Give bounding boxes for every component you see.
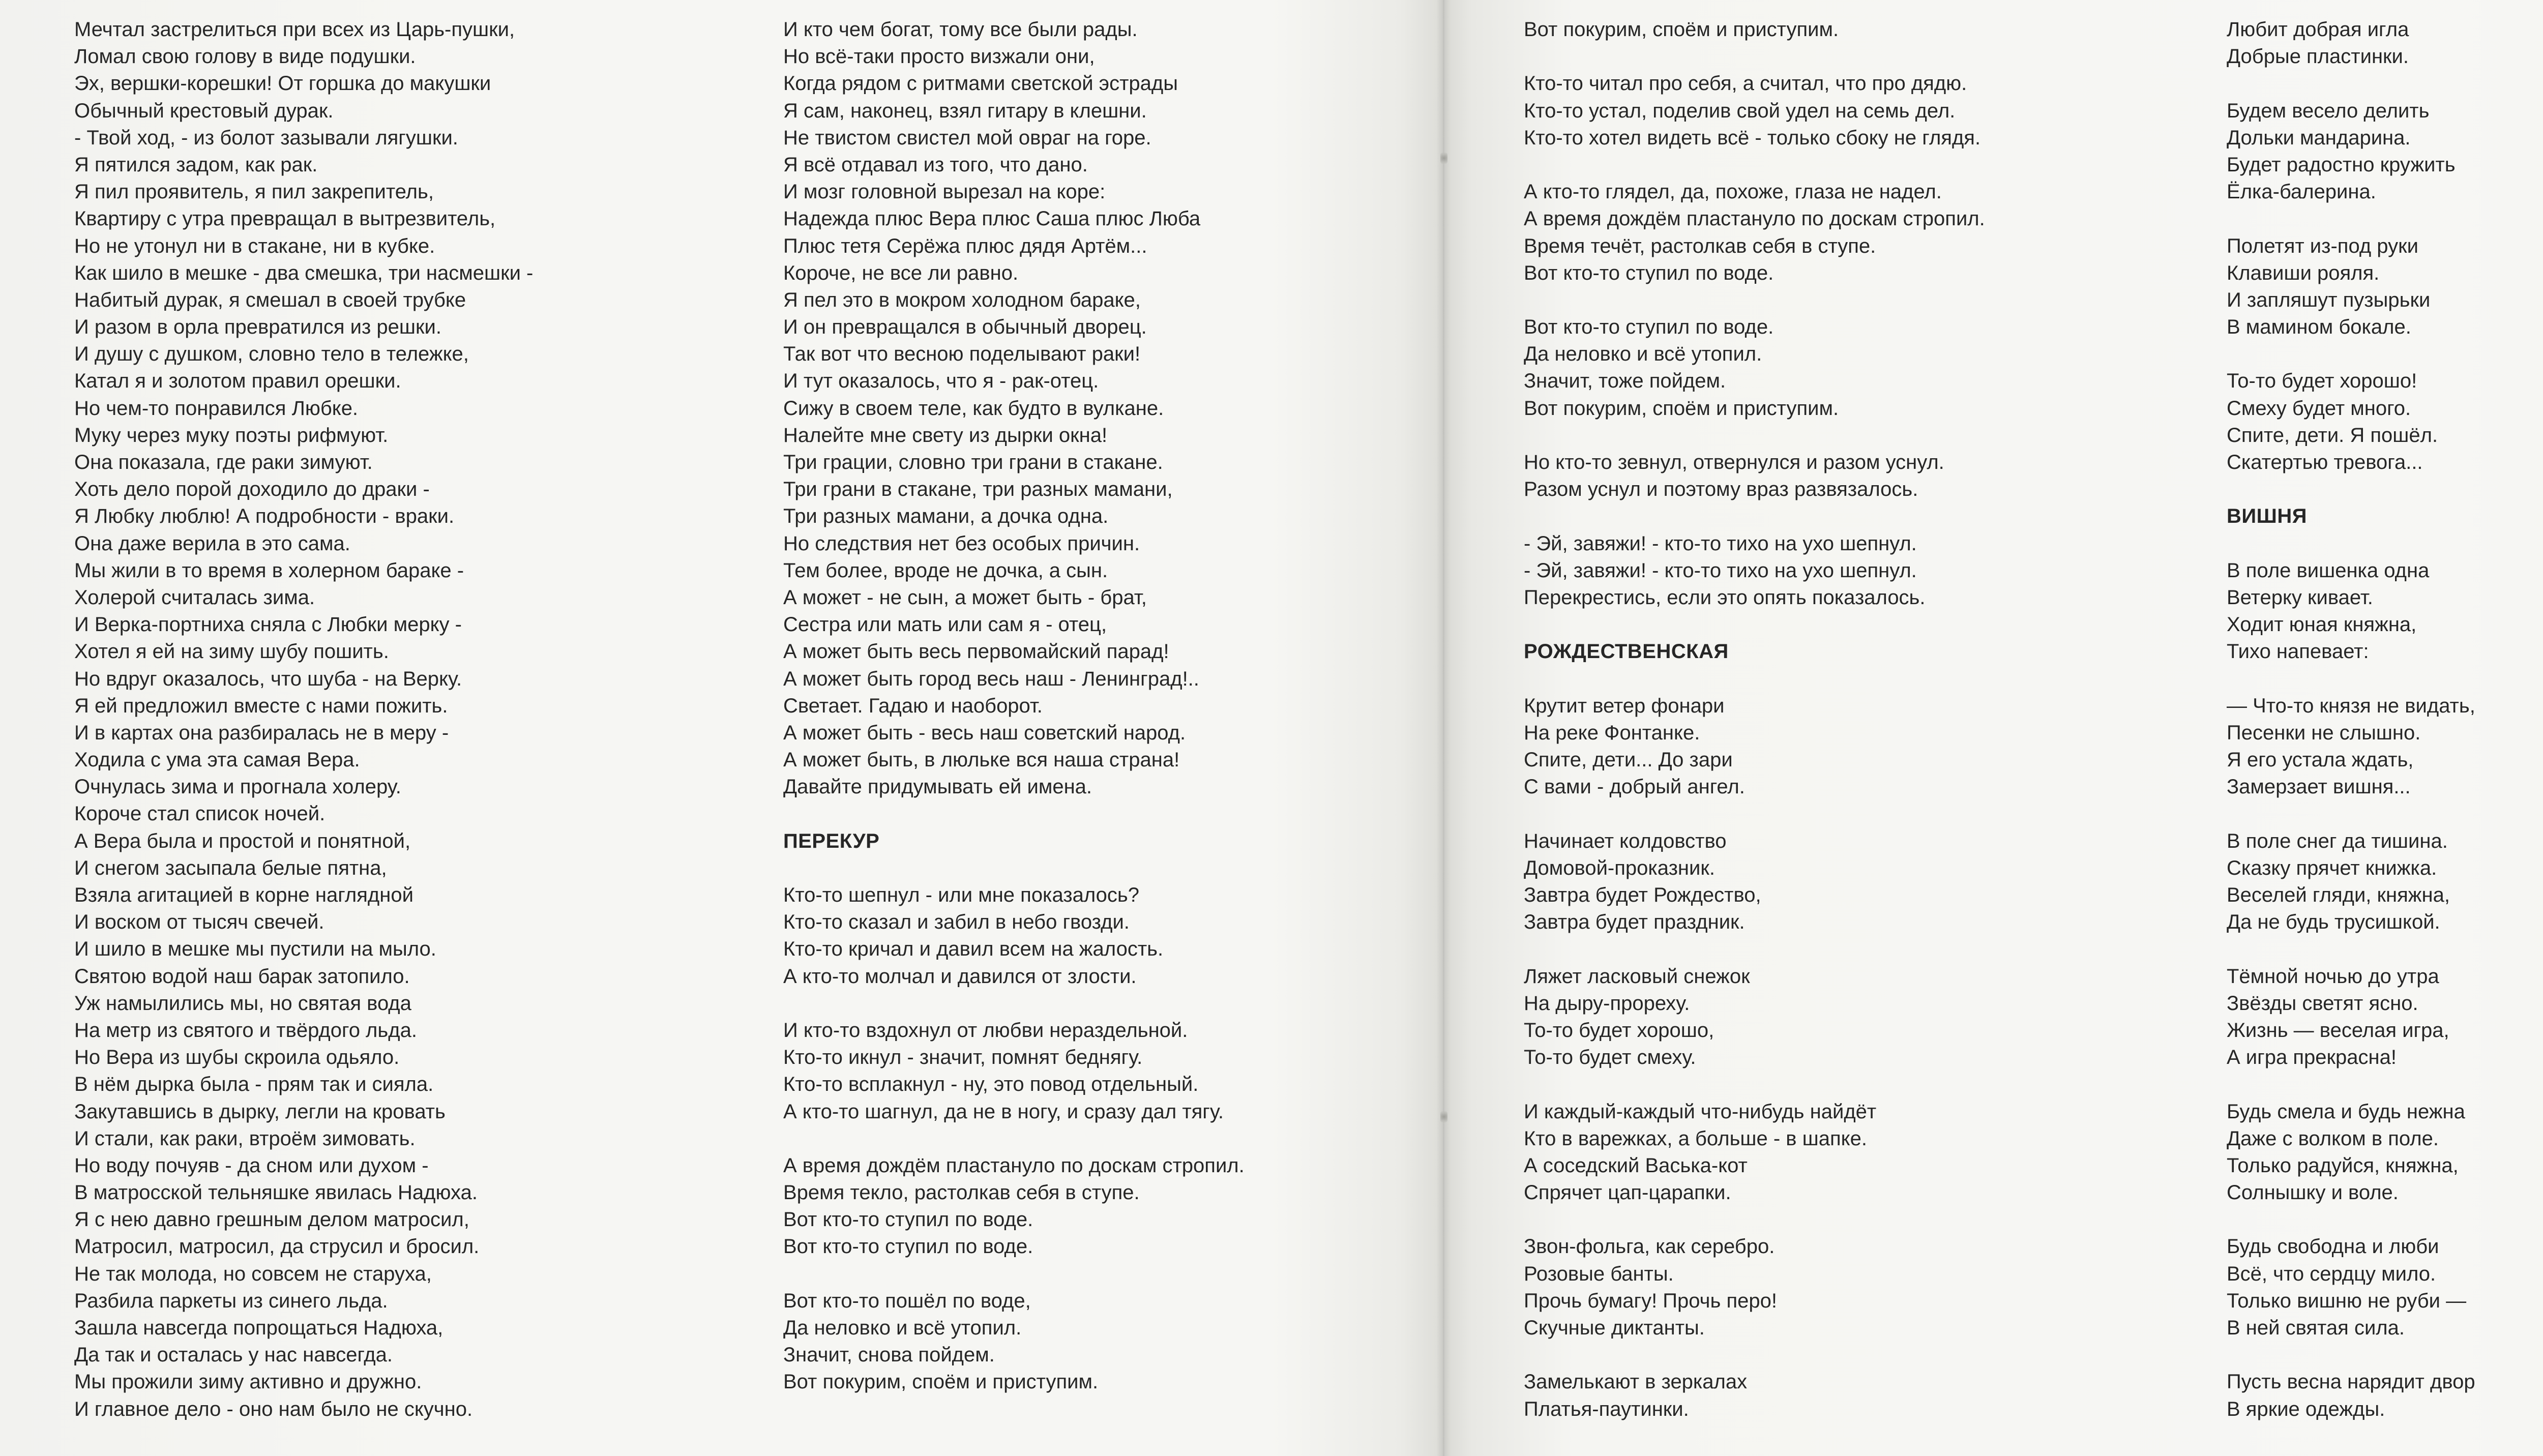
text-line: Спите, дети... До зари (1524, 749, 1733, 771)
text-line: Ломал свою голову в виде подушки. (74, 45, 416, 68)
text-line: В поле снег да тишина. (2227, 829, 2448, 852)
text-line: Плюс тетя Серёжа плюс дядя Артём... (783, 234, 1147, 257)
text-line: И снегом засыпала белые пятна, (74, 856, 387, 879)
text-line: В мамином бокале. (2227, 316, 2411, 339)
text-line: Три грации, словно три грани в стакане. (783, 451, 1163, 473)
text-line: Святою водой наш барак затопило. (74, 965, 410, 988)
text-line: А время дождём пластануло по доскам стропил. (783, 1154, 1245, 1177)
text-line: Тихо напевает: (2227, 640, 2369, 663)
text-line: Очнулась зима и прогнала холеру. (74, 776, 401, 798)
text-line: Муку через муку поэты рифмуют. (74, 424, 389, 447)
text-line: Разбила паркеты из синего льда. (74, 1289, 388, 1312)
text-line: Замелькают в зеркалах (1524, 1371, 1748, 1393)
stanza-gap (1524, 152, 2210, 179)
stanza-gap (1524, 503, 2210, 530)
text-line: Кто в варежках, а больше - в шапке. (1524, 1127, 1867, 1150)
stanza-gap (1524, 1342, 2210, 1369)
text-line: А может быть весь первомайский парад! (783, 640, 1169, 663)
text-line: Кто-то читал про себя, а считал, что про дядю. (1524, 72, 1967, 95)
stanza-gap (783, 800, 1419, 827)
stanza-gap (2227, 1071, 2543, 1098)
stanza-gap (2227, 205, 2543, 232)
text-line: Но чем-то понравился Любке. (74, 397, 359, 420)
text-line: И запляшут пузырьки (2227, 288, 2431, 311)
text-line: И шило в мешке мы пустили на мыло. (74, 938, 436, 961)
stanza-gap (1524, 666, 2210, 693)
text-line: Вот покурим, споём и приступим. (1524, 18, 1839, 41)
text-line: Но вдруг оказалось, что шуба - на Верку. (74, 667, 462, 690)
text-line: Начинает колдовство (1524, 829, 1727, 852)
text-line: Ходит юная княжна, (2227, 613, 2417, 636)
text-line: Жизнь — веселая игра, (2227, 1019, 2449, 1042)
text-line: И главное дело - оно нам было не скучно. (74, 1398, 473, 1420)
text-line: Вот кто-то ступил по воде. (1524, 316, 1774, 339)
text-line: А может - не сын, а может быть - брат, (783, 586, 1147, 609)
text-line: Вот кто-то ступил по воде. (783, 1208, 1033, 1231)
text-line: Да неловко и всё утопил. (1524, 343, 1762, 366)
text-line: Но не утонул ни в стакане, ни в кубке. (74, 234, 435, 257)
text-line: Она даже верила в это сама. (74, 532, 350, 555)
text-line: Три разных мамани, а дочка одна. (783, 505, 1109, 528)
staple-bottom (1440, 1111, 1447, 1122)
text-line: Кто-то устал, поделив свой удел на семь дел. (1524, 99, 1956, 122)
stanza-gap (2227, 936, 2543, 963)
text-line: В яркие одежды. (2227, 1398, 2385, 1420)
text-line: То-то будет смеху. (1524, 1046, 1696, 1069)
text-line: И кто чем богат, тому все были рады. (783, 18, 1138, 41)
text-line: Пусть весна нарядит двор (2227, 1371, 2475, 1393)
text-line: Кто-то хотел видеть всё - только сбоку не глядя. (1524, 126, 1981, 149)
text-line: Звёзды светят ясно. (2227, 992, 2418, 1015)
text-line: Квартиру с утра превращал в вытрезвитель, (74, 207, 496, 230)
text-line: Закутавшись в дырку, легли на кровать (74, 1100, 446, 1123)
text-line: А Вера была и простой и понятной, (74, 829, 411, 852)
text-line: Как шило в мешке - два смешка, три насмешки - (74, 261, 534, 284)
text-line: Набитый дурак, я смешал в своей трубке (74, 288, 466, 311)
text-line: Прочь бумагу! Прочь перо! (1524, 1289, 1777, 1312)
text-line: Песенки не слышно. (2227, 721, 2421, 744)
text-line: А может быть город весь наш - Ленинград!.. (783, 667, 1199, 690)
text-line: А может быть - весь наш советский народ. (783, 721, 1186, 744)
stanza-gap (783, 990, 1419, 1017)
stanza-gap (1524, 43, 2210, 70)
stanza-gap (1524, 422, 2210, 449)
text-line: Сестра или мать или сам я - отец, (783, 613, 1107, 636)
text-line: В нём дырка была - прям так и сияла. (74, 1073, 434, 1096)
text-line: Крутит ветер фонари (1524, 694, 1725, 717)
text-line: А кто-то глядел, да, похоже, глаза не надел. (1524, 181, 1942, 203)
text-line: Замерзает вишня... (2227, 776, 2411, 798)
text-line: Но воду почуяв - да сном или духом - (74, 1154, 429, 1177)
text-line: И в картах она разбиралась не в меру - (74, 721, 449, 744)
text-line: Но кто-то зевнул, отвернулся и разом уснул. (1524, 451, 1944, 473)
text-line: И душу с душком, словно тело в тележке, (74, 343, 469, 366)
text-line: Вот покурим, споём и приступим. (1524, 397, 1839, 420)
right-column-1 (1524, 16, 2210, 1423)
text-line: Да не будь трусишкой. (2227, 911, 2440, 934)
text-line: Катал я и золотом правил орешки. (74, 370, 401, 393)
text-line: Только вишню не руби — (2227, 1289, 2467, 1312)
text-line: Спрячет цап-царапки. (1524, 1181, 1731, 1204)
text-line: Кто-то шепнул - или мне показалось? (783, 884, 1139, 906)
stanza-gap (783, 1125, 1419, 1152)
text-line: Время текло, растолкав себя в ступе. (783, 1181, 1140, 1204)
text-line: Я с нею давно грешным делом матросил, (74, 1208, 469, 1231)
text-line: То-то будет хорошо! (2227, 370, 2417, 393)
text-line: Я его устала ждать, (2227, 749, 2414, 771)
text-line: Разом уснул и поэтому враз развязалось. (1524, 478, 1918, 501)
stanza-gap (2227, 1342, 2543, 1369)
text-line: Ветерку кивает. (2227, 586, 2373, 609)
stanza-gap (1524, 287, 2210, 314)
stanza-gap (1524, 936, 2210, 963)
stanza-gap (2227, 800, 2543, 827)
text-line: В поле вишенка одна (2227, 559, 2430, 582)
text-line: На дыру-прореху. (1524, 992, 1690, 1015)
text-line: Не твистом свистел мой овраг на горе. (783, 126, 1151, 149)
text-line: А кто-то шагнул, да не в ногу, и сразу дал тягу. (783, 1100, 1224, 1123)
text-line: Розовые банты. (1524, 1262, 1674, 1285)
text-line: С вами - добрый ангел. (1524, 776, 1745, 798)
text-line: Вот кто-то пошёл по воде, (783, 1289, 1031, 1312)
text-line: И каждый-каждый что-нибудь найдёт (1524, 1100, 1877, 1123)
section-heading: ПЕРЕКУР (783, 829, 880, 852)
text-line: Вот покурим, споём и приступим. (783, 1371, 1099, 1393)
text-line: Взяла агитацией в корне наглядной (74, 884, 413, 906)
text-line: Но следствия нет без особых причин. (783, 532, 1140, 555)
text-line: Ёлка-балерина. (2227, 181, 2376, 203)
text-line: А кто-то молчал и давился от злости. (783, 965, 1137, 988)
text-line: И Верка-портниха сняла с Любки мерку - (74, 613, 462, 636)
text-line: Солнышку и воле. (2227, 1181, 2399, 1204)
text-line: Так вот что весною поделывают раки! (783, 343, 1141, 366)
text-line: И мозг головной вырезал на коре: (783, 181, 1106, 203)
text-line: - Твой ход, - из болот зазывали лягушки. (74, 126, 458, 149)
stanza-gap (1524, 800, 2210, 827)
text-line: И он превращался в обычный дворец. (783, 316, 1147, 339)
text-line: Мы жили в то время в холерном бараке - (74, 559, 464, 582)
text-line: Тем более, вроде не дочка, а сын. (783, 559, 1108, 582)
stanza-gap (2227, 666, 2543, 693)
text-line: Будем весело делить (2227, 99, 2430, 122)
stanza-gap (1524, 1206, 2210, 1233)
text-line: И кто-то вздохнул от любви нераздельной. (783, 1019, 1188, 1042)
staple-top (1440, 153, 1447, 164)
text-line: Полетят из-под руки (2227, 234, 2418, 257)
text-line: - Эй, завяжи! - кто-то тихо на ухо шепнул. (1524, 559, 1917, 582)
text-line: Любит добрая игла (2227, 18, 2409, 41)
right-column-2 (2227, 16, 2543, 1423)
stanza-gap (2227, 1206, 2543, 1233)
text-line: Домовой-проказник. (1524, 856, 1715, 879)
stanza-gap (1524, 611, 2210, 638)
text-line: И разом в орла превратился из решки. (74, 316, 441, 339)
stanza-gap (1524, 1071, 2210, 1098)
text-line: А соседский Васька-кот (1524, 1154, 1748, 1177)
text-line: И воском от тысяч свечей. (74, 911, 324, 934)
text-line: Короче, не все ли равно. (783, 261, 1019, 284)
text-line: Клавиши рояля. (2227, 261, 2380, 284)
text-line: Да неловко и всё утопил. (783, 1317, 1022, 1339)
text-line: Я всё отдавал из того, что дано. (783, 153, 1088, 176)
text-line: Будет радостно кружить (2227, 153, 2456, 176)
text-line: Не так молода, но совсем не старуха, (74, 1262, 432, 1285)
text-line: Тёмной ночью до утра (2227, 965, 2439, 988)
text-line: Спите, дети. Я пошёл. (2227, 424, 2438, 447)
text-line: Но Вера из шубы скроила одьяло. (74, 1046, 400, 1069)
text-line: А игра прекрасна! (2227, 1046, 2397, 1069)
text-line: Звон-фольга, как серебро. (1524, 1235, 1775, 1258)
text-line: Сижу в своем теле, как будто в вулкане. (783, 397, 1164, 420)
stanza-gap (2227, 341, 2543, 368)
text-line: Вот кто-то ступил по воде. (783, 1235, 1033, 1258)
text-line: Хоть дело порой доходило до драки - (74, 478, 430, 501)
text-line: Веселей гляди, княжна, (2227, 884, 2450, 906)
text-line: Скучные диктанты. (1524, 1317, 1705, 1339)
text-line: То-то будет хорошо, (1524, 1019, 1714, 1042)
text-line: Кто-то кричал и давил всем на жалость. (783, 938, 1164, 961)
text-line: Скатертью тревога... (2227, 451, 2423, 473)
text-line: Когда рядом с ритмами светской эстрады (783, 72, 1178, 95)
text-line: Вот кто-то ступил по воде. (1524, 261, 1774, 284)
text-line: Платья-паутинки. (1524, 1398, 1689, 1420)
text-line: Кто-то всплакнул - ну, это повод отдельный. (783, 1073, 1199, 1096)
text-line: Я Любку люблю! А подробности - враки. (74, 505, 455, 528)
text-line: Мечтал застрелиться при всех из Царь-пушки, (74, 18, 515, 41)
text-line: Даже с волком в поле. (2227, 1127, 2439, 1150)
text-line: Добрые пластинки. (2227, 45, 2409, 68)
text-line: Холерой считалась зима. (74, 586, 315, 609)
text-line: В матросской тельняшке явилась Надюха. (74, 1181, 478, 1204)
text-line: Значит, тоже пойдем. (1524, 370, 1726, 393)
text-line: Я пятился задом, как рак. (74, 153, 318, 176)
text-line: Давайте придумывать ей имена. (783, 776, 1092, 798)
text-line: И тут оказалось, что я - рак-отец. (783, 370, 1099, 393)
text-line: Мы прожили зиму активно и дружно. (74, 1371, 422, 1393)
text-line: Кто-то сказал и забил в небо гвозди. (783, 911, 1130, 934)
text-line: Завтра будет праздник. (1524, 911, 1745, 934)
text-line: Зашла навсегда попрощаться Надюха, (74, 1317, 443, 1339)
text-line: На метр из святого и твёрдого льда. (74, 1019, 417, 1042)
left-column-2 (783, 16, 1419, 1396)
text-line: Сказку прячет книжка. (2227, 856, 2437, 879)
section-heading: ВИШНЯ (2227, 505, 2307, 528)
text-line: Я сам, наконец, взял гитару в клешни. (783, 99, 1147, 122)
text-line: А может быть, в люльке вся наша страна! (783, 749, 1180, 771)
stanza-gap (783, 855, 1419, 882)
text-line: Перекрестись, если это опять показалось. (1524, 586, 1926, 609)
text-line: — Что-то князя не видать, (2227, 694, 2475, 717)
stanza-gap (2227, 70, 2543, 97)
text-line: Всё, что сердцу мило. (2227, 1262, 2436, 1285)
text-line: Завтра будет Рождество, (1524, 884, 1761, 906)
text-line: Короче стал список ночей. (74, 803, 326, 825)
text-line: Уж намылились мы, но святая вода (74, 992, 411, 1015)
text-line: Я пел это в мокром холодном бараке, (783, 288, 1141, 311)
left-column-1 (74, 16, 710, 1423)
text-line: Налейте мне свету из дырки окна! (783, 424, 1108, 447)
text-line: Хотел я ей на зиму шубу пошить. (74, 640, 389, 663)
center-fold (1436, 0, 1451, 1456)
text-line: И стали, как раки, втроём зимовать. (74, 1127, 416, 1150)
text-line: Ходила с ума эта самая Вера. (74, 749, 360, 771)
text-line: А время дождём пластануло по доскам стропил. (1524, 207, 1985, 230)
text-line: Только радуйся, княжна, (2227, 1154, 2459, 1177)
stanza-gap (2227, 476, 2543, 503)
text-line: Но всё-таки просто визжали они, (783, 45, 1095, 68)
text-line: - Эй, завяжи! - кто-то тихо на ухо шепнул. (1524, 532, 1917, 555)
text-line: Время течёт, растолкав себя в ступе. (1524, 234, 1876, 257)
text-line: Светает. Гадаю и наоборот. (783, 694, 1043, 717)
text-line: Будь свободна и люби (2227, 1235, 2439, 1258)
text-line: Она показала, где раки зимуют. (74, 451, 373, 473)
text-line: Я ей предложил вместе с нами пожить. (74, 694, 448, 717)
text-line: Эх, вершки-корешки! От горшка до макушки (74, 72, 491, 95)
text-line: Смеху будет много. (2227, 397, 2411, 420)
text-line: Надежда плюс Вера плюс Саша плюс Люба (783, 207, 1201, 230)
section-heading: РОЖДЕСТВЕНСКАЯ (1524, 640, 1729, 663)
text-line: Да так и осталась у нас навсегда. (74, 1344, 393, 1366)
text-line: Обычный крестовый дурак. (74, 99, 334, 122)
text-line: Три грани в стакане, три разных мамани, (783, 478, 1173, 501)
text-line: Кто-то икнул - значит, помнят беднягу. (783, 1046, 1143, 1069)
text-line: Матросил, матросил, да струсил и бросил. (74, 1235, 480, 1258)
text-line: Будь смела и будь нежна (2227, 1100, 2465, 1123)
stanza-gap (2227, 530, 2543, 557)
text-line: На реке Фонтанке. (1524, 721, 1700, 744)
text-line: Дольки мандарина. (2227, 126, 2411, 149)
stanza-gap (783, 1261, 1419, 1288)
text-line: Я пил проявитель, я пил закрепитель, (74, 181, 434, 203)
text-line: В ней святая сила. (2227, 1317, 2405, 1339)
text-line: Значит, снова пойдем. (783, 1344, 995, 1366)
text-line: Ляжет ласковый снежок (1524, 965, 1750, 988)
